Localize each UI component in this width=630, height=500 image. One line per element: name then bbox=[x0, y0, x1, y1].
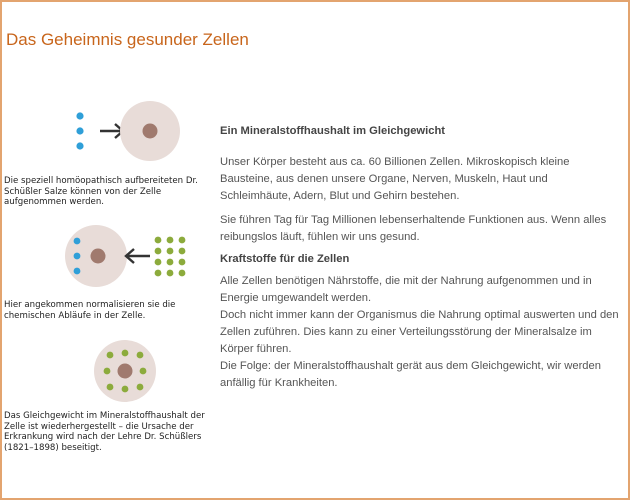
section-heading: Ein Mineralstoffhaushalt im Gleichgewicht bbox=[220, 125, 446, 137]
caption-1: Die speziell homöopathisch aufbereiteten Dr. Schüßler Salze können von der Zelle aufgenommen werden. bbox=[4, 176, 198, 208]
paragraph: Unser Körper besteht aus ca. 60 Billionen Zellen. Mikroskopisch kleine Bausteine, aus denen unsere Organe, Nerven, Muskeln, Haut und Schleimhäute, Adern, Blut und Gehirn bestehen. bbox=[220, 156, 570, 202]
arrow-right-icon bbox=[100, 124, 123, 138]
illustration-salts-entering-cell bbox=[60, 100, 190, 166]
salt-dot-icon bbox=[74, 238, 81, 275]
caption-2: Hier angekommen normalisieren sie die chemischen Abläufe in der Zelle. bbox=[4, 300, 176, 321]
cell-icon bbox=[120, 101, 180, 161]
page-title: Das Geheimnis gesunder Zellen bbox=[6, 30, 249, 49]
section-heading: Kraftstoffe für die Zellen bbox=[220, 253, 350, 265]
arrow-left-icon bbox=[126, 249, 150, 263]
paragraph: Alle Zellen benötigen Nährstoffe, die mit der Nahrung aufgenommen und in Energie umgewandelt werden. bbox=[220, 275, 592, 304]
salt-dot-icon bbox=[76, 112, 83, 149]
paragraph: Die Folge: der Mineralstoffhaushalt gerät aus dem Gleichgewicht, wir werden anfällig für Krankheiten. bbox=[220, 360, 601, 389]
article-content bbox=[220, 125, 620, 399]
paragraph: Doch nicht immer kann der Organismus die Nahrung optimal auswerten und den Zellen zuführen. Dies kann zu einer Verteilungsstörung der Mineralsalze im Körper führen. bbox=[220, 309, 619, 355]
paragraph: Sie führen Tag für Tag Millionen lebenserhaltende Funktionen aus. Wenn alles reibungslos läuft, fühlen wir uns gesund. bbox=[220, 214, 607, 243]
caption-3: Das Gleichgewicht im Mineralstoffhaushalt der Zelle ist wiederhergestellt – die Ursache der Erkrankung wird nach der Lehre Dr. Schüßlers (1821–1898) beseitigt. bbox=[4, 411, 205, 453]
illustration-salts-inside-cell bbox=[60, 224, 200, 290]
nutrient-dot-icon bbox=[155, 237, 186, 277]
illustration-balanced-cell bbox=[92, 338, 158, 404]
cell-icon bbox=[94, 340, 156, 402]
